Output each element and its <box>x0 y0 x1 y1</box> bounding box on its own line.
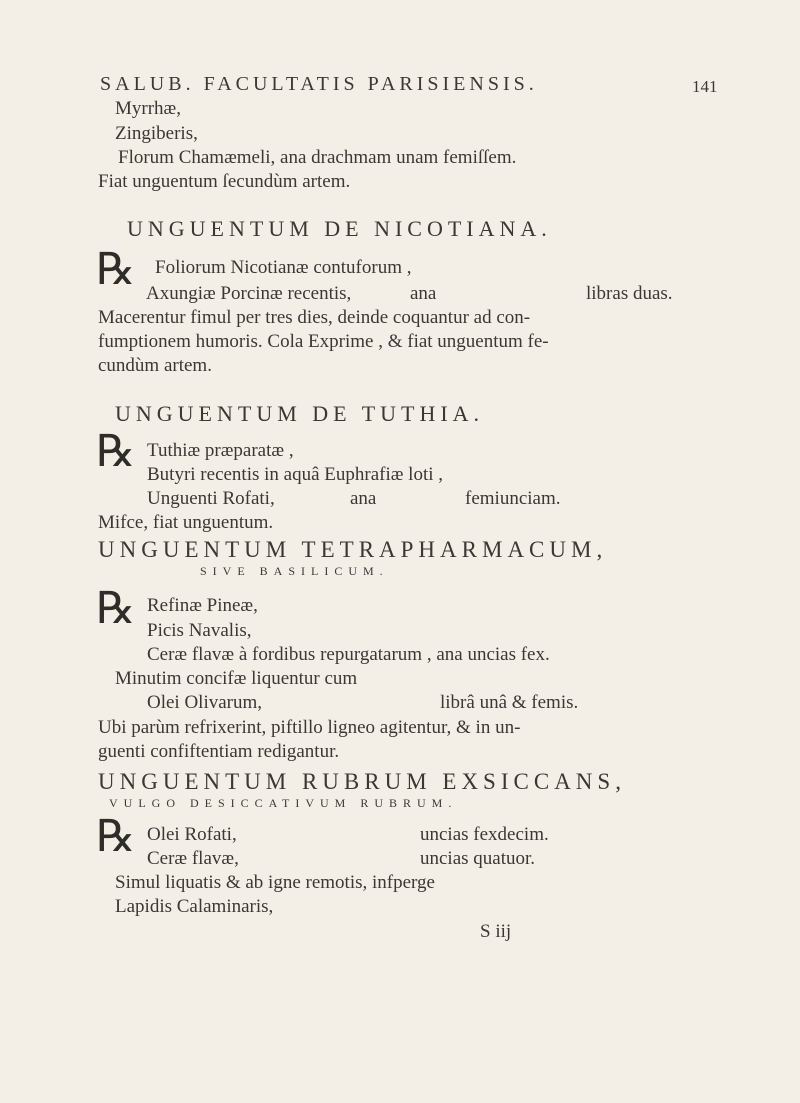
text-line: Lapidis Calaminaris, <box>115 896 274 917</box>
running-head: SALUB. FACULTATIS PARISIENSIS. <box>100 73 538 95</box>
ingredient-amount: libras duas. <box>586 283 673 304</box>
ingredient-line: Axungiæ Porcinæ recentis, <box>146 283 352 304</box>
page-number: 141 <box>692 77 718 96</box>
recipe-symbol: ℞ <box>96 811 136 862</box>
text-line: Ceræ flavæ à fordibus repurgatarum , ana uncias fex. <box>147 644 550 665</box>
ingredient-line: Foliorum Nicotianæ contuforum , <box>155 257 412 278</box>
text-line: Macerentur fimul per tres dies, deinde coquantur ad con- <box>98 307 531 328</box>
text-line: fumptionem humoris. Cola Exprime , & fiat unguentum fe- <box>98 331 549 352</box>
section-subtitle: SIVE BASILICUM. <box>200 564 389 578</box>
ana-word: ana <box>410 283 437 304</box>
ana-word: ana <box>350 488 377 509</box>
text-line: guenti confiftentiam redigantur. <box>98 741 340 762</box>
text-line: Florum Chamæmeli, ana drachmam unam femiſſem. <box>118 147 517 168</box>
section-title: UNGUENTUM DE NICOTIANA. <box>127 216 552 241</box>
signature-mark: S iij <box>480 921 512 942</box>
section-title: UNGUENTUM TETRAPHARMACUM, <box>98 537 608 562</box>
text-line: Myrrhæ, <box>115 98 181 119</box>
text-line: cundùm artem. <box>98 355 212 376</box>
text-line: Mifce, fiat unguentum. <box>98 512 274 533</box>
recipe-symbol: ℞ <box>96 583 136 634</box>
ingredient-line: Butyri recentis in aquâ Euphrafiæ loti , <box>147 464 444 485</box>
ingredient-line: Ceræ flavæ, <box>147 848 239 869</box>
ingredient-amount: librâ unâ & femis. <box>440 692 579 713</box>
ingredient-line: Olei Rofati, <box>147 824 237 845</box>
ingredient-line: Unguenti Rofati, <box>147 488 275 509</box>
text-line: Olei Olivarum, <box>147 692 263 713</box>
ingredient-line: Tuthiæ præparatæ , <box>147 440 294 461</box>
text-line: Minutim concifæ liquentur cum <box>115 668 358 689</box>
text-line: Fiat unguentum ſecundùm artem. <box>98 171 351 192</box>
ingredient-line: Picis Navalis, <box>147 620 252 641</box>
section-title: UNGUENTUM RUBRUM EXSICCANS, <box>98 769 626 794</box>
section-title: UNGUENTUM DE TUTHIA. <box>115 401 485 426</box>
ingredient-amount: uncias fexdecim. <box>420 824 549 845</box>
ingredient-amount: femiunciam. <box>465 488 561 509</box>
ingredient-line: Refinæ Pineæ, <box>147 595 258 616</box>
ingredient-amount: uncias quatuor. <box>420 848 536 869</box>
section-subtitle: VULGO DESICCATIVUM RUBRUM. <box>109 796 458 810</box>
text-line: Zingiberis, <box>115 123 198 144</box>
text-line: Ubi parùm refrixerint, piftillo ligneo agitentur, & in un- <box>98 717 521 738</box>
recipe-symbol: ℞ <box>96 244 136 295</box>
text-line: Simul liquatis & ab igne remotis, infperge <box>115 872 435 893</box>
recipe-symbol: ℞ <box>96 426 136 477</box>
